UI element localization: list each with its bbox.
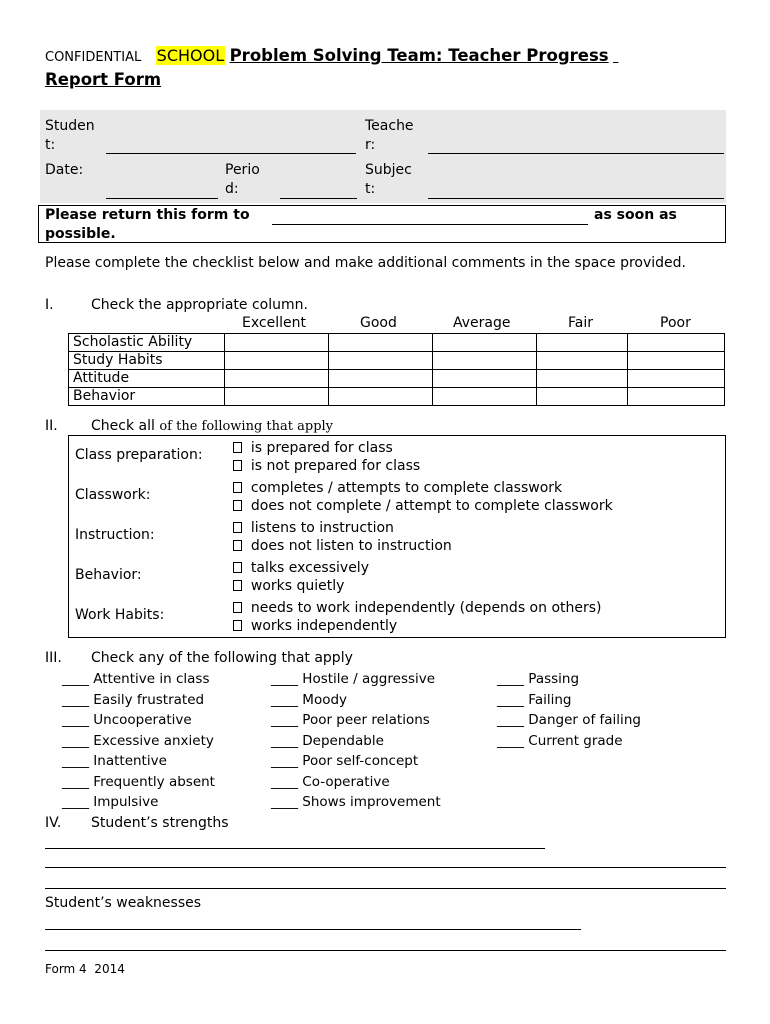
list-item[interactable]: ____ Attentive in class <box>62 671 210 687</box>
list-item[interactable]: ____ Failing <box>497 691 572 708</box>
checkbox-icon[interactable] <box>233 442 242 453</box>
footer-form-number: Form 4 2014 <box>45 962 125 976</box>
rating-cell[interactable] <box>329 334 433 352</box>
strengths-line[interactable] <box>45 888 726 889</box>
option[interactable]: works quietly <box>233 577 344 595</box>
table-row <box>69 388 725 406</box>
checkbox-icon[interactable] <box>233 482 242 493</box>
checklist-col1 <box>62 669 215 813</box>
teacher-label-2: r: <box>365 137 376 153</box>
list-item[interactable]: ____ Danger of failing <box>497 712 641 728</box>
rating-cell[interactable] <box>433 352 537 370</box>
title-line2: Report Form <box>45 70 162 89</box>
subject-label-2: t: <box>365 181 376 197</box>
option[interactable]: is prepared for class <box>233 439 393 457</box>
checkbox-icon[interactable] <box>233 602 242 613</box>
period-field[interactable] <box>280 198 357 199</box>
option[interactable]: does not complete / attempt to complete classwork <box>233 497 613 515</box>
strengths-line[interactable] <box>45 867 726 868</box>
list-item[interactable]: ____ Impulsive <box>62 794 159 810</box>
list-item[interactable]: ____ Easily frustrated <box>62 691 205 708</box>
checkbox-icon[interactable] <box>233 522 242 533</box>
option[interactable]: works independently <box>233 617 397 635</box>
rating-cell[interactable] <box>225 370 329 388</box>
teacher-field[interactable] <box>428 153 724 154</box>
title-line1: Problem Solving Team: Teacher Progress <box>229 46 609 65</box>
weaknesses-line[interactable] <box>45 950 726 951</box>
weaknesses-heading: Student’s weaknesses <box>45 895 202 911</box>
group-label: Classwork: <box>75 487 151 503</box>
strengths-line[interactable] <box>45 848 545 849</box>
group-label: Work Habits: <box>75 607 165 623</box>
rating-cell[interactable] <box>329 388 433 406</box>
rating-cell[interactable] <box>628 352 725 370</box>
section3-heading: Check any of the following that apply <box>91 650 353 666</box>
list-item[interactable]: ____ Hostile / aggressive <box>271 671 436 687</box>
school-highlight: SCHOOL <box>156 46 225 65</box>
rating-cell[interactable] <box>537 388 628 406</box>
return-notice-suffix: as soon as <box>594 207 677 223</box>
col-good: Good <box>360 315 397 331</box>
table-row <box>69 370 725 388</box>
rating-cell[interactable] <box>329 370 433 388</box>
option[interactable]: listens to instruction <box>233 519 394 537</box>
option[interactable]: completes / attempts to complete classwork <box>233 479 562 497</box>
checkbox-icon[interactable] <box>233 500 242 511</box>
list-item[interactable]: ____ Frequently absent <box>62 773 215 790</box>
col-excellent: Excellent <box>242 315 306 331</box>
list-item[interactable]: ____ Inattentive <box>62 753 167 769</box>
return-to-field[interactable] <box>272 224 588 225</box>
table-row <box>69 334 725 352</box>
list-item[interactable]: ____ Excessive anxiety <box>62 732 214 749</box>
rating-cell[interactable] <box>628 334 725 352</box>
list-item[interactable]: ____ Poor peer relations <box>271 712 430 728</box>
section3-number: III. <box>45 650 62 666</box>
checkbox-icon[interactable] <box>233 460 242 471</box>
option[interactable]: is not prepared for class <box>233 457 420 475</box>
checkbox-icon[interactable] <box>233 620 242 631</box>
rating-cell[interactable] <box>225 388 329 406</box>
option[interactable]: needs to work independently (depends on others) <box>233 599 602 617</box>
row-label: Scholastic Ability <box>69 334 225 352</box>
row-label: Behavior <box>69 388 225 406</box>
list-item[interactable]: ____ Current grade <box>497 732 623 749</box>
confidential-label: CONFIDENTIAL <box>45 50 142 65</box>
rating-cell[interactable] <box>225 352 329 370</box>
option[interactable]: talks excessively <box>233 559 369 577</box>
rating-cell[interactable] <box>628 388 725 406</box>
row-label: Study Habits <box>69 352 225 370</box>
strengths-heading: Student’s strengths <box>91 815 229 831</box>
section2-heading: Check all of the following that apply <box>91 418 334 434</box>
rating-table <box>68 333 725 406</box>
list-item[interactable]: ____ Moody <box>271 691 348 708</box>
list-item[interactable]: ____ Dependable <box>271 732 384 749</box>
teacher-label: Teache <box>365 118 414 134</box>
col-poor: Poor <box>660 315 691 331</box>
student-label-2: t: <box>45 137 56 153</box>
student-label: Studen <box>45 118 95 134</box>
period-label-2: d: <box>225 181 239 197</box>
date-label: Date: <box>45 162 84 178</box>
subject-label: Subjec <box>365 162 412 178</box>
rating-cell[interactable] <box>537 352 628 370</box>
date-field[interactable] <box>106 198 218 199</box>
table-row <box>69 352 725 370</box>
list-item[interactable]: ____ Co-operative <box>271 773 390 790</box>
rating-cell[interactable] <box>537 370 628 388</box>
period-label: Perio <box>225 162 260 178</box>
checkbox-icon[interactable] <box>233 580 242 591</box>
option[interactable]: does not listen to instruction <box>233 537 452 555</box>
section1-heading: Check the appropriate column. <box>91 297 308 313</box>
instructions-text: Please complete the checklist below and make additional comments in the space provided. <box>45 255 686 271</box>
rating-cell[interactable] <box>329 352 433 370</box>
list-item[interactable]: ____ Uncooperative <box>62 712 192 728</box>
row-label: Attitude <box>69 370 225 388</box>
rating-cell[interactable] <box>433 334 537 352</box>
weaknesses-line[interactable] <box>45 929 581 930</box>
return-notice-line2: possible. <box>45 226 116 242</box>
col-fair: Fair <box>568 315 593 331</box>
section1-number: I. <box>45 297 54 313</box>
student-field[interactable] <box>106 153 356 154</box>
list-item[interactable]: ____ Poor self-concept <box>271 753 419 769</box>
rating-cell[interactable] <box>537 334 628 352</box>
rating-cell[interactable] <box>628 370 725 388</box>
section2-number: II. <box>45 418 58 434</box>
col-average: Average <box>453 315 511 331</box>
group-label: Behavior: <box>75 567 142 583</box>
document-title <box>45 46 725 65</box>
group-label: Class preparation: <box>75 447 203 463</box>
checklist-col3 <box>497 669 641 751</box>
checkbox-icon[interactable] <box>233 540 242 551</box>
list-item[interactable]: ____ Passing <box>497 671 580 687</box>
checkbox-icon[interactable] <box>233 562 242 573</box>
rating-cell[interactable] <box>225 334 329 352</box>
group-label: Instruction: <box>75 527 155 543</box>
list-item[interactable]: ____ Shows improvement <box>271 794 441 810</box>
checklist-col2 <box>271 669 441 813</box>
rating-cell[interactable] <box>433 388 537 406</box>
section4-number: IV. <box>45 815 62 831</box>
rating-cell[interactable] <box>433 370 537 388</box>
return-notice-prefix: Please return this form to <box>45 207 250 223</box>
subject-field[interactable] <box>428 198 724 199</box>
